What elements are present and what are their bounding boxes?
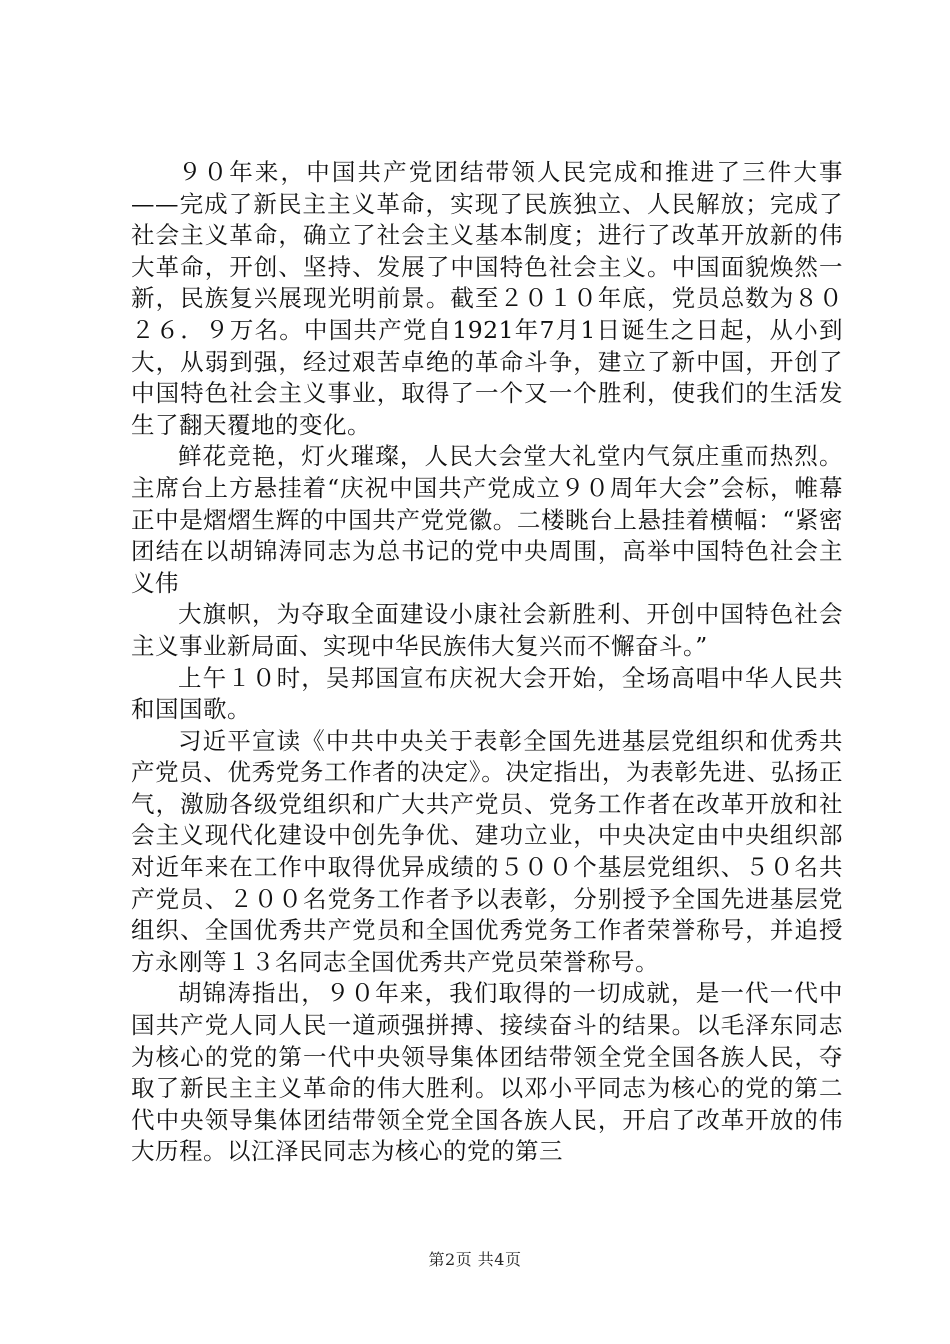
document-body [131, 157, 843, 1168]
paragraph-2: 鲜花竞艳，灯火璀璨，人民大会堂大礼堂内气氛庄重而热烈。主席台上方悬挂着“庆祝中国共产党成立９０周年大会”会标，帷幕正中是熠熠生辉的中国共产党党徽。二楼眺台上悬挂着横幅：“紧密团结在以胡锦涛同志为总书记的党中央周围，高举中国特色社会主义伟 [131, 442, 843, 597]
paragraph-5: 习近平宣读《中共中央关于表彰全国先进基层党组织和优秀共产党员、优秀党务工作者的决定》。决定指出，为表彰先进、弘扬正气，激励各级党组织和广大共产党员、党务工作者在改革开放和社会主义现代化建设中创先争优、建功立业，中央决定由中央组织部对近年来在工作中取得优异成绩的５００个基层党组织、５０名共产党员、２００名党务工作者予以表彰，分别授予全国先进基层党组织、全国优秀共产党员和全国优秀党务工作者荣誉称号，并追授方永刚等１３名同志全国优秀共产党员荣誉称号。 [131, 726, 843, 976]
paragraph-3: 大旗帜，为夺取全面建设小康社会新胜利、开创中国特色社会主义事业新局面、实现中华民族伟大复兴而不懈奋斗。” [131, 600, 843, 660]
paragraph-1: ９０年来，中国共产党团结带领人民完成和推进了三件大事——完成了新民主主义革命，实现了民族独立、人民解放；完成了社会主义革命，确立了社会主义基本制度；进行了改革开放新的伟大革命，开创、坚持、发展了中国特色社会主义。中国面貌焕然一新，民族复兴展现光明前景。截至２０１０年底，党员总数为８０２６．９万名。中国共产党自1921年7月1日诞生之日起，从小到大，从弱到强，经过艰苦卓绝的革命斗争，建立了新中国，开创了中国特色社会主义事业，取得了一个又一个胜利，使我们的生活发生了翻天覆地的变化。 [131, 158, 843, 439]
paragraph-6: 胡锦涛指出，９０年来，我们取得的一切成就，是一代一代中国共产党人同人民一道顽强拼搏、接续奋斗的结果。以毛泽东同志为核心的党的第一代中央领导集体团结带领全党全国各族人民，夺取了新民主主义革命的伟大胜利。以邓小平同志为核心的党的第二代中央领导集体团结带领全党全国各族人民，开启了改革开放的伟大历程。以江泽民同志为核心的党的第三 [131, 979, 843, 1166]
page-footer: 第2页 共4页 [428, 1250, 522, 1269]
paragraph-4: 上午１０时，吴邦国宣布庆祝大会开始，全场高唱中华人民共和国国歌。 [131, 663, 843, 724]
